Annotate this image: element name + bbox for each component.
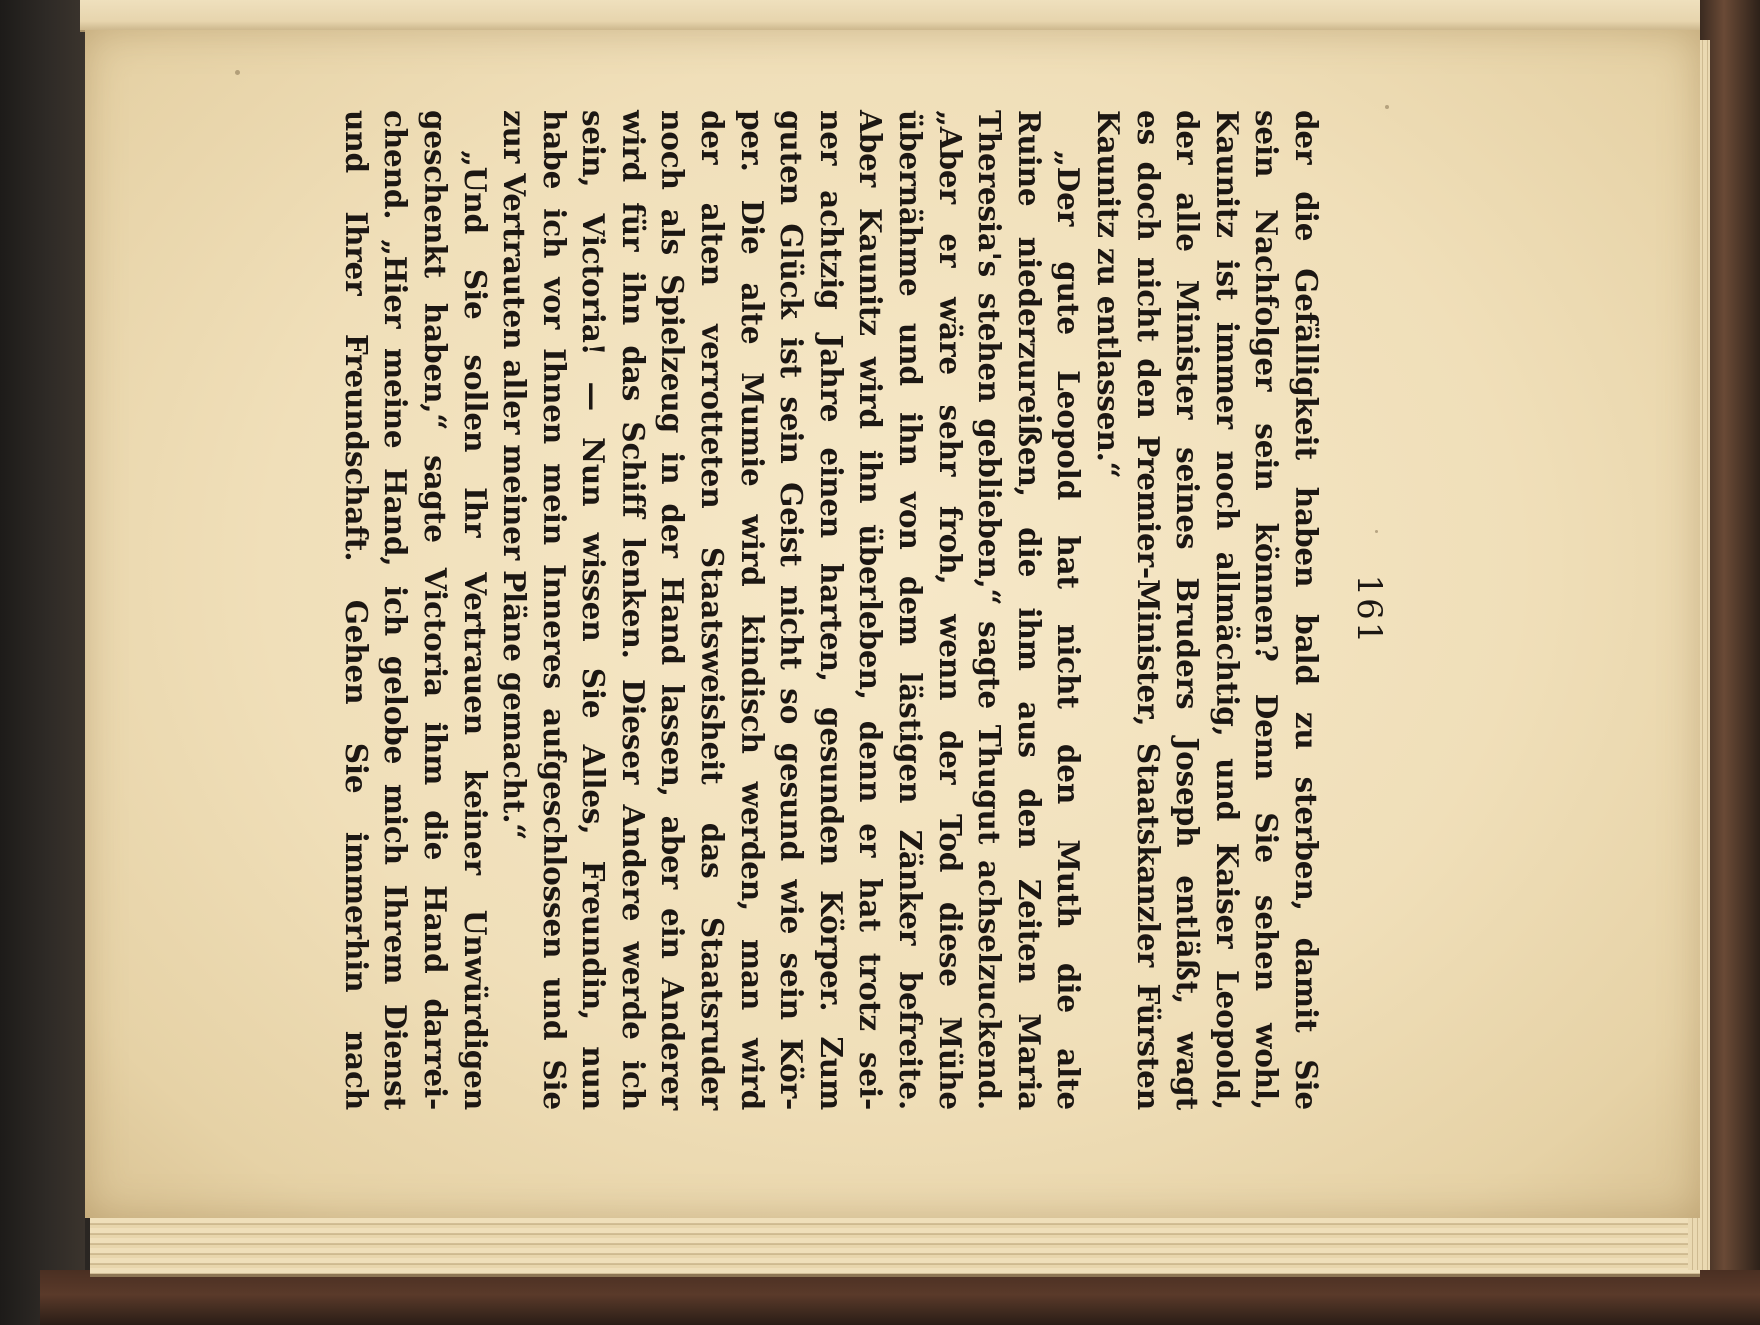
page-block-edges: [90, 1218, 1700, 1277]
text-line: Theresia's stehen geblieben,“ sagte Thugut achselzuckend.: [972, 110, 1008, 1110]
text-line: guten Glück ist sein Geist nicht so gesund wie sein Kör-: [774, 110, 810, 1110]
text-line: per. Die alte Mumie wird kindisch werden, man wird: [734, 110, 770, 1110]
book-cover-left: [0, 0, 85, 1325]
text-line: sein, Victoria! — Nun wissen Sie Alles, Freundin, nun: [576, 110, 612, 1110]
text-line: der alle Minister seines Bruders Joseph entläßt, wagt: [1170, 110, 1206, 1110]
text-line: chend. „Hier meine Hand, ich gelobe mich Ihrem Dienst: [378, 110, 414, 1110]
text-line: und Ihrer Freundschaft. Gehen Sie immerhin nach: [338, 110, 374, 1110]
text-line: Ruine niederzureißen, die ihm aus den Zeiten Maria: [1011, 110, 1047, 1110]
text-line: übernähme und ihn von dem lästigen Zänker befreite.: [893, 110, 929, 1110]
text-line: sein Nachfolger sein können? Denn Sie sehen wohl,: [1249, 110, 1285, 1110]
paper-spot: [1385, 105, 1389, 109]
text-line: Aber Kaunitz wird ihn überleben, denn er hat trotz sei-: [853, 110, 889, 1110]
page-text-block: [338, 110, 1398, 1110]
text-line: Kaunitz ist immer noch allmächtig, und Kaiser Leopold,: [1209, 110, 1245, 1110]
text-line: ner achtzig Jahre einen harten, gesunden Körper. Zum: [813, 110, 849, 1110]
paper-spot: [235, 70, 240, 75]
text-line: wird für ihn das Schiff lenken. Dieser Andere werde ich: [615, 110, 651, 1110]
text-line: der alten verrotteten Staatsweisheit das Staatsruder: [695, 110, 731, 1110]
text-line: zur Vertrauten aller meiner Pläne gemacht.“: [497, 110, 533, 841]
text-line: „Der gute Leopold hat nicht den Muth die alte: [1051, 150, 1087, 1110]
text-line: „Und Sie sollen Ihr Vertrauen keiner Unwürdigen: [457, 150, 493, 1110]
text-line: habe ich vor Ihnen mein Inneres aufgeschlossen und Sie: [536, 110, 572, 1110]
text-line: „Aber er wäre sehr froh, wenn der Tod diese Mühe: [932, 110, 968, 1110]
page-number: 161: [1349, 574, 1389, 646]
text-line: Kaunitz zu entlassen.“: [1091, 110, 1127, 479]
text-line: noch als Spielzeug in der Hand lassen, aber ein Anderer: [655, 110, 691, 1110]
text-line: geschenkt haben,“ sagte Victoria ihm die Hand darrei-: [417, 110, 453, 1110]
book-cover-bottom: [40, 1270, 1760, 1325]
text-line: der die Gefälligkeit haben bald zu sterben, damit Sie: [1289, 110, 1324, 1110]
text-line: es doch nicht den Premier-Minister, Staatskanzler Fürsten: [1130, 110, 1166, 1110]
facing-page-edge: [80, 0, 1700, 32]
